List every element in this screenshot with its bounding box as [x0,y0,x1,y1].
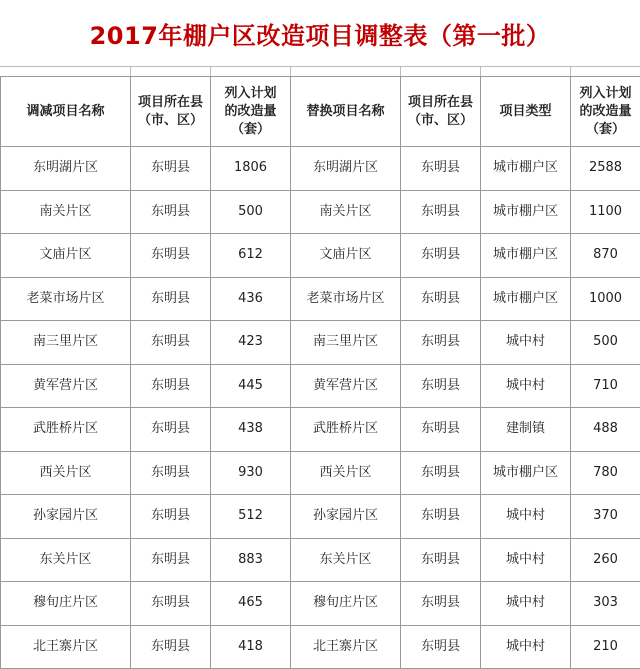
table-row [1,451,640,495]
spreadsheet-spacer-row [0,66,640,76]
county-cell: 东明县 [131,538,211,582]
replacement-project-name-cell: 东关片区 [291,538,401,582]
county-cell: 东明县 [131,234,211,278]
reduced-project-name-cell: 武胜桥片区 [1,408,131,452]
planned-quantity-cell: 488 [571,408,640,452]
county-cell: 东明县 [131,190,211,234]
planned-quantity-cell: 2588 [571,147,640,191]
planned-quantity-cell: 370 [571,495,640,539]
column-header: 列入计划 的改造量 （套） [571,77,640,147]
project-type-cell: 城市棚户区 [481,451,571,495]
table-row [1,190,640,234]
county-cell: 东明县 [131,408,211,452]
county-cell: 东明县 [131,364,211,408]
county-cell: 东明县 [401,408,481,452]
table-row [1,408,640,452]
table-row [1,495,640,539]
project-type-cell: 城中村 [481,495,571,539]
reduced-project-name-cell: 东明湖片区 [1,147,131,191]
county-cell: 东明县 [401,495,481,539]
county-cell: 东明县 [131,582,211,626]
replacement-project-name-cell: 老菜市场片区 [291,277,401,321]
page-title: 2017年棚户区改造项目调整表（第一批） [0,0,640,66]
reduced-quantity-cell: 423 [211,321,291,365]
project-type-cell: 建制镇 [481,408,571,452]
reduced-quantity-cell: 438 [211,408,291,452]
county-cell: 东明县 [131,321,211,365]
county-cell: 东明县 [401,538,481,582]
table-row [1,538,640,582]
reduced-project-name-cell: 孙家园片区 [1,495,131,539]
replacement-project-name-cell: 南关片区 [291,190,401,234]
county-cell: 东明县 [401,625,481,669]
reduced-quantity-cell: 436 [211,277,291,321]
replacement-project-name-cell: 孙家园片区 [291,495,401,539]
reduced-quantity-cell: 612 [211,234,291,278]
county-cell: 东明县 [131,495,211,539]
county-cell: 东明县 [131,277,211,321]
county-cell: 东明县 [131,451,211,495]
reduced-quantity-cell: 445 [211,364,291,408]
reduced-project-name-cell: 黄军营片区 [1,364,131,408]
planned-quantity-cell: 780 [571,451,640,495]
planned-quantity-cell: 870 [571,234,640,278]
planned-quantity-cell: 1000 [571,277,640,321]
replacement-project-name-cell: 穆旬庄片区 [291,582,401,626]
column-header: 项目所在县 （市、区） [401,77,481,147]
planned-quantity-cell: 1100 [571,190,640,234]
project-type-cell: 城中村 [481,321,571,365]
reduced-project-name-cell: 北王寨片区 [1,625,131,669]
column-header: 替换项目名称 [291,77,401,147]
table-row [1,147,640,191]
replacement-project-name-cell: 西关片区 [291,451,401,495]
reduced-quantity-cell: 465 [211,582,291,626]
county-cell: 东明县 [401,321,481,365]
column-header: 项目所在县 （市、区） [131,77,211,147]
reduced-quantity-cell: 500 [211,190,291,234]
table-row [1,364,640,408]
adjustment-table [0,76,640,669]
reduced-project-name-cell: 老菜市场片区 [1,277,131,321]
planned-quantity-cell: 260 [571,538,640,582]
planned-quantity-cell: 500 [571,321,640,365]
column-header: 项目类型 [481,77,571,147]
reduced-quantity-cell: 1806 [211,147,291,191]
project-type-cell: 城中村 [481,538,571,582]
reduced-project-name-cell: 西关片区 [1,451,131,495]
table-row [1,321,640,365]
table-row [1,582,640,626]
reduced-quantity-cell: 930 [211,451,291,495]
county-cell: 东明县 [401,277,481,321]
table-row [1,625,640,669]
replacement-project-name-cell: 南三里片区 [291,321,401,365]
column-header: 列入计划 的改造量 （套） [211,77,291,147]
county-cell: 东明县 [401,147,481,191]
column-header: 调减项目名称 [1,77,131,147]
table-row [1,234,640,278]
reduced-project-name-cell: 穆旬庄片区 [1,582,131,626]
reduced-project-name-cell: 文庙片区 [1,234,131,278]
project-type-cell: 城市棚户区 [481,277,571,321]
county-cell: 东明县 [401,582,481,626]
county-cell: 东明县 [401,451,481,495]
planned-quantity-cell: 303 [571,582,640,626]
table-row [1,277,640,321]
reduced-project-name-cell: 南关片区 [1,190,131,234]
project-type-cell: 城中村 [481,582,571,626]
table-header-row [1,77,640,147]
reduced-quantity-cell: 512 [211,495,291,539]
county-cell: 东明县 [131,625,211,669]
reduced-quantity-cell: 883 [211,538,291,582]
project-type-cell: 城市棚户区 [481,190,571,234]
reduced-project-name-cell: 东关片区 [1,538,131,582]
project-type-cell: 城市棚户区 [481,147,571,191]
reduced-quantity-cell: 418 [211,625,291,669]
project-type-cell: 城中村 [481,364,571,408]
county-cell: 东明县 [401,234,481,278]
replacement-project-name-cell: 北王寨片区 [291,625,401,669]
replacement-project-name-cell: 武胜桥片区 [291,408,401,452]
project-type-cell: 城市棚户区 [481,234,571,278]
reduced-project-name-cell: 南三里片区 [1,321,131,365]
county-cell: 东明县 [401,364,481,408]
county-cell: 东明县 [401,190,481,234]
replacement-project-name-cell: 文庙片区 [291,234,401,278]
county-cell: 东明县 [131,147,211,191]
planned-quantity-cell: 210 [571,625,640,669]
planned-quantity-cell: 710 [571,364,640,408]
replacement-project-name-cell: 东明湖片区 [291,147,401,191]
replacement-project-name-cell: 黄军营片区 [291,364,401,408]
project-type-cell: 城中村 [481,625,571,669]
